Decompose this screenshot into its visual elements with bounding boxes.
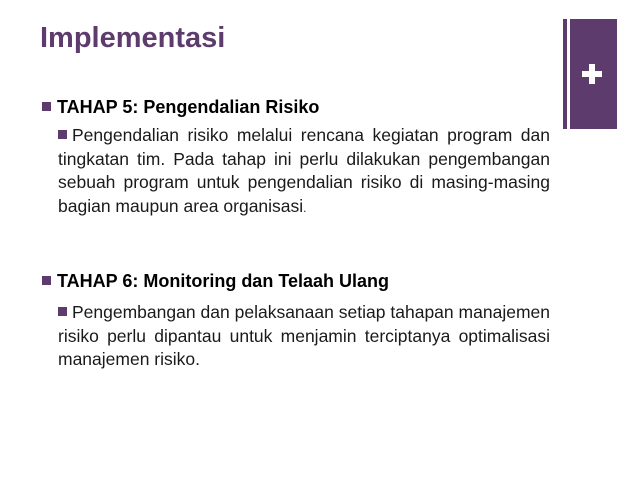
heading-text: TAHAP 6: Monitoring dan Telaah Ulang	[57, 271, 390, 291]
body-text: Pengembangan dan pelaksanaan setiap tahapan manajemen risiko perlu dipantau untuk menjamin terciptanya optimalisasi manajemen risiko.	[58, 302, 550, 369]
plus-icon-horizontal	[582, 71, 602, 77]
accent-bar-thin	[563, 19, 567, 129]
slide-title: Implementasi	[40, 22, 226, 54]
body-text-tail: .	[303, 200, 307, 215]
section-body-tahap-5	[58, 124, 550, 220]
body-text: Pengendalian risiko melalui rencana kegiatan program dan tingkatan tim. Pada tahap ini perlu dilakukan pengembangan sebuah program untuk pengendalian risiko di masing-masing bagian maupun area organisasi	[58, 125, 550, 216]
square-bullet-icon	[42, 276, 51, 285]
section-heading-tahap-6	[42, 270, 389, 292]
square-bullet-icon	[42, 102, 51, 111]
heading-text: TAHAP 5: Pengendalian Risiko	[57, 97, 320, 117]
square-bullet-icon	[58, 130, 67, 139]
section-body-tahap-6	[58, 301, 550, 372]
square-bullet-icon	[58, 307, 67, 316]
section-heading-tahap-5	[42, 96, 319, 118]
